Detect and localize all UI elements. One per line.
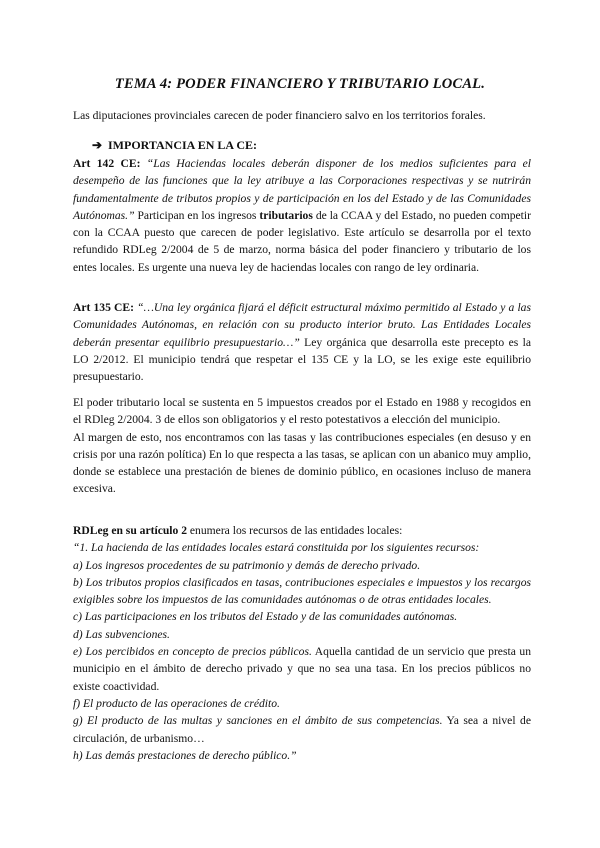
art-142-paragraph — [73, 155, 531, 276]
list-item: a) Los ingresos procedentes de su patrimonio y demás de derecho privado. — [73, 558, 421, 572]
art-142-text-1: Participan en los ingresos — [134, 208, 260, 222]
page-title: TEMA 4: PODER FINANCIERO Y TRIBUTARIO LOCAL. — [114, 76, 486, 92]
art-142-bold-word: tributarios — [259, 208, 313, 222]
list-item: c) Las participaciones en los tributos del Estado y de las comunidades autónomas. — [73, 610, 458, 624]
list-item: g) El producto de las multas y sanciones en el ámbito de sus competencias. Ya sea a nivel de circulación, de urbanismo… — [73, 714, 531, 745]
art-135-paragraph — [73, 299, 531, 385]
art-142-text-2: de la CCAA y del Estado, no pueden competir con la CCAA puesto que carecen de poder legislativo. Este artículo se desarrolla por el texto refundido RDLeg 2/2004 de 5 de marzo, norma básica del poder financiero y tributario de los entes locales. Es urgente una nueva ley de haciendas locales con rango de ley ordinaria. — [73, 208, 531, 274]
art-142-label: Art 142 CE: — [73, 157, 141, 170]
tributario-text: El poder tributario local se sustenta en 5 impuestos creados por el Estado en 1988 y recogidos en el RDleg 2/2004. 3 de ellos son obligatorios y el resto potestativos a elección del municipio. — [73, 396, 531, 427]
margen-text: Al margen de esto, nos encontramos con las tasas y las contribuciones especiales (en desuso y en crisis por una razón política) En lo que respecta a las tasas, se aplican con un abanico muy amplio, donde se establece una prestación de bienes de dominio público, en ocasiones incluso de manera excesiva. — [73, 430, 531, 496]
tributario-paragraph — [73, 394, 531, 498]
arrow-right-icon: ➔ — [92, 138, 103, 152]
art-135-quote: “…Una ley orgánica fijará el déficit estructural máximo permitido al Estado y a las Comunidades Autónomas, en relación con su producto interior bruto. Las Entidades Locales deberán presentar equilibrio presupuestario…” — [73, 301, 531, 349]
list-item: f) El producto de las operaciones de crédito. — [73, 696, 280, 710]
rdleg-section — [73, 522, 531, 764]
section-heading-label: IMPORTANCIA EN LA CE: — [108, 138, 258, 152]
list-item: h) Las demás prestaciones de derecho público.” — [73, 748, 297, 762]
art-142-quote: “Las Haciendas locales deberán disponer de los medios suficientes para el desempeño de las funciones que la ley atribuye a las Corporaciones respectivas y se nutrirán fundamentalmente de tributos propios y de participación en los del Estado y de las Comunidades Autónomas.” — [73, 157, 531, 222]
list-item: b) Los tributos propios clasificados en tasas, contribuciones especiales e impuestos y los recargos exigibles sobre los impuestos de las comunidades autónomas o de otras entidades locales. — [73, 575, 531, 607]
section-heading — [92, 138, 257, 153]
list-item: d) Las subvenciones. — [73, 627, 170, 641]
list-item: e) Los percibidos en concepto de precios públicos. Aquella cantidad de un servicio que presta un municipio en el ámbito de derecho privado y que no sea una tasa. En los precios públicos no existe coactividad. — [73, 645, 531, 693]
list-item: “1. La hacienda de las entidades locales estará constituida por los siguientes recursos: — [73, 541, 480, 555]
rdleg-intro — [73, 522, 531, 539]
rdleg-text: enumera los recursos de las entidades locales: — [187, 524, 403, 537]
art-135-label: Art 135 CE: — [73, 301, 134, 314]
rdleg-label: RDLeg en su artículo 2 — [73, 524, 188, 537]
art-135-text: Ley orgánica que desarrolla este precepto es la LO 2/2012. El municipio tendrá que respetar el 135 CE y la LO, se les exige este equilibrio presupuestario. — [73, 335, 531, 384]
intro-paragraph: Las diputaciones provinciales carecen de poder financiero salvo en los territorios forales. — [73, 109, 486, 122]
